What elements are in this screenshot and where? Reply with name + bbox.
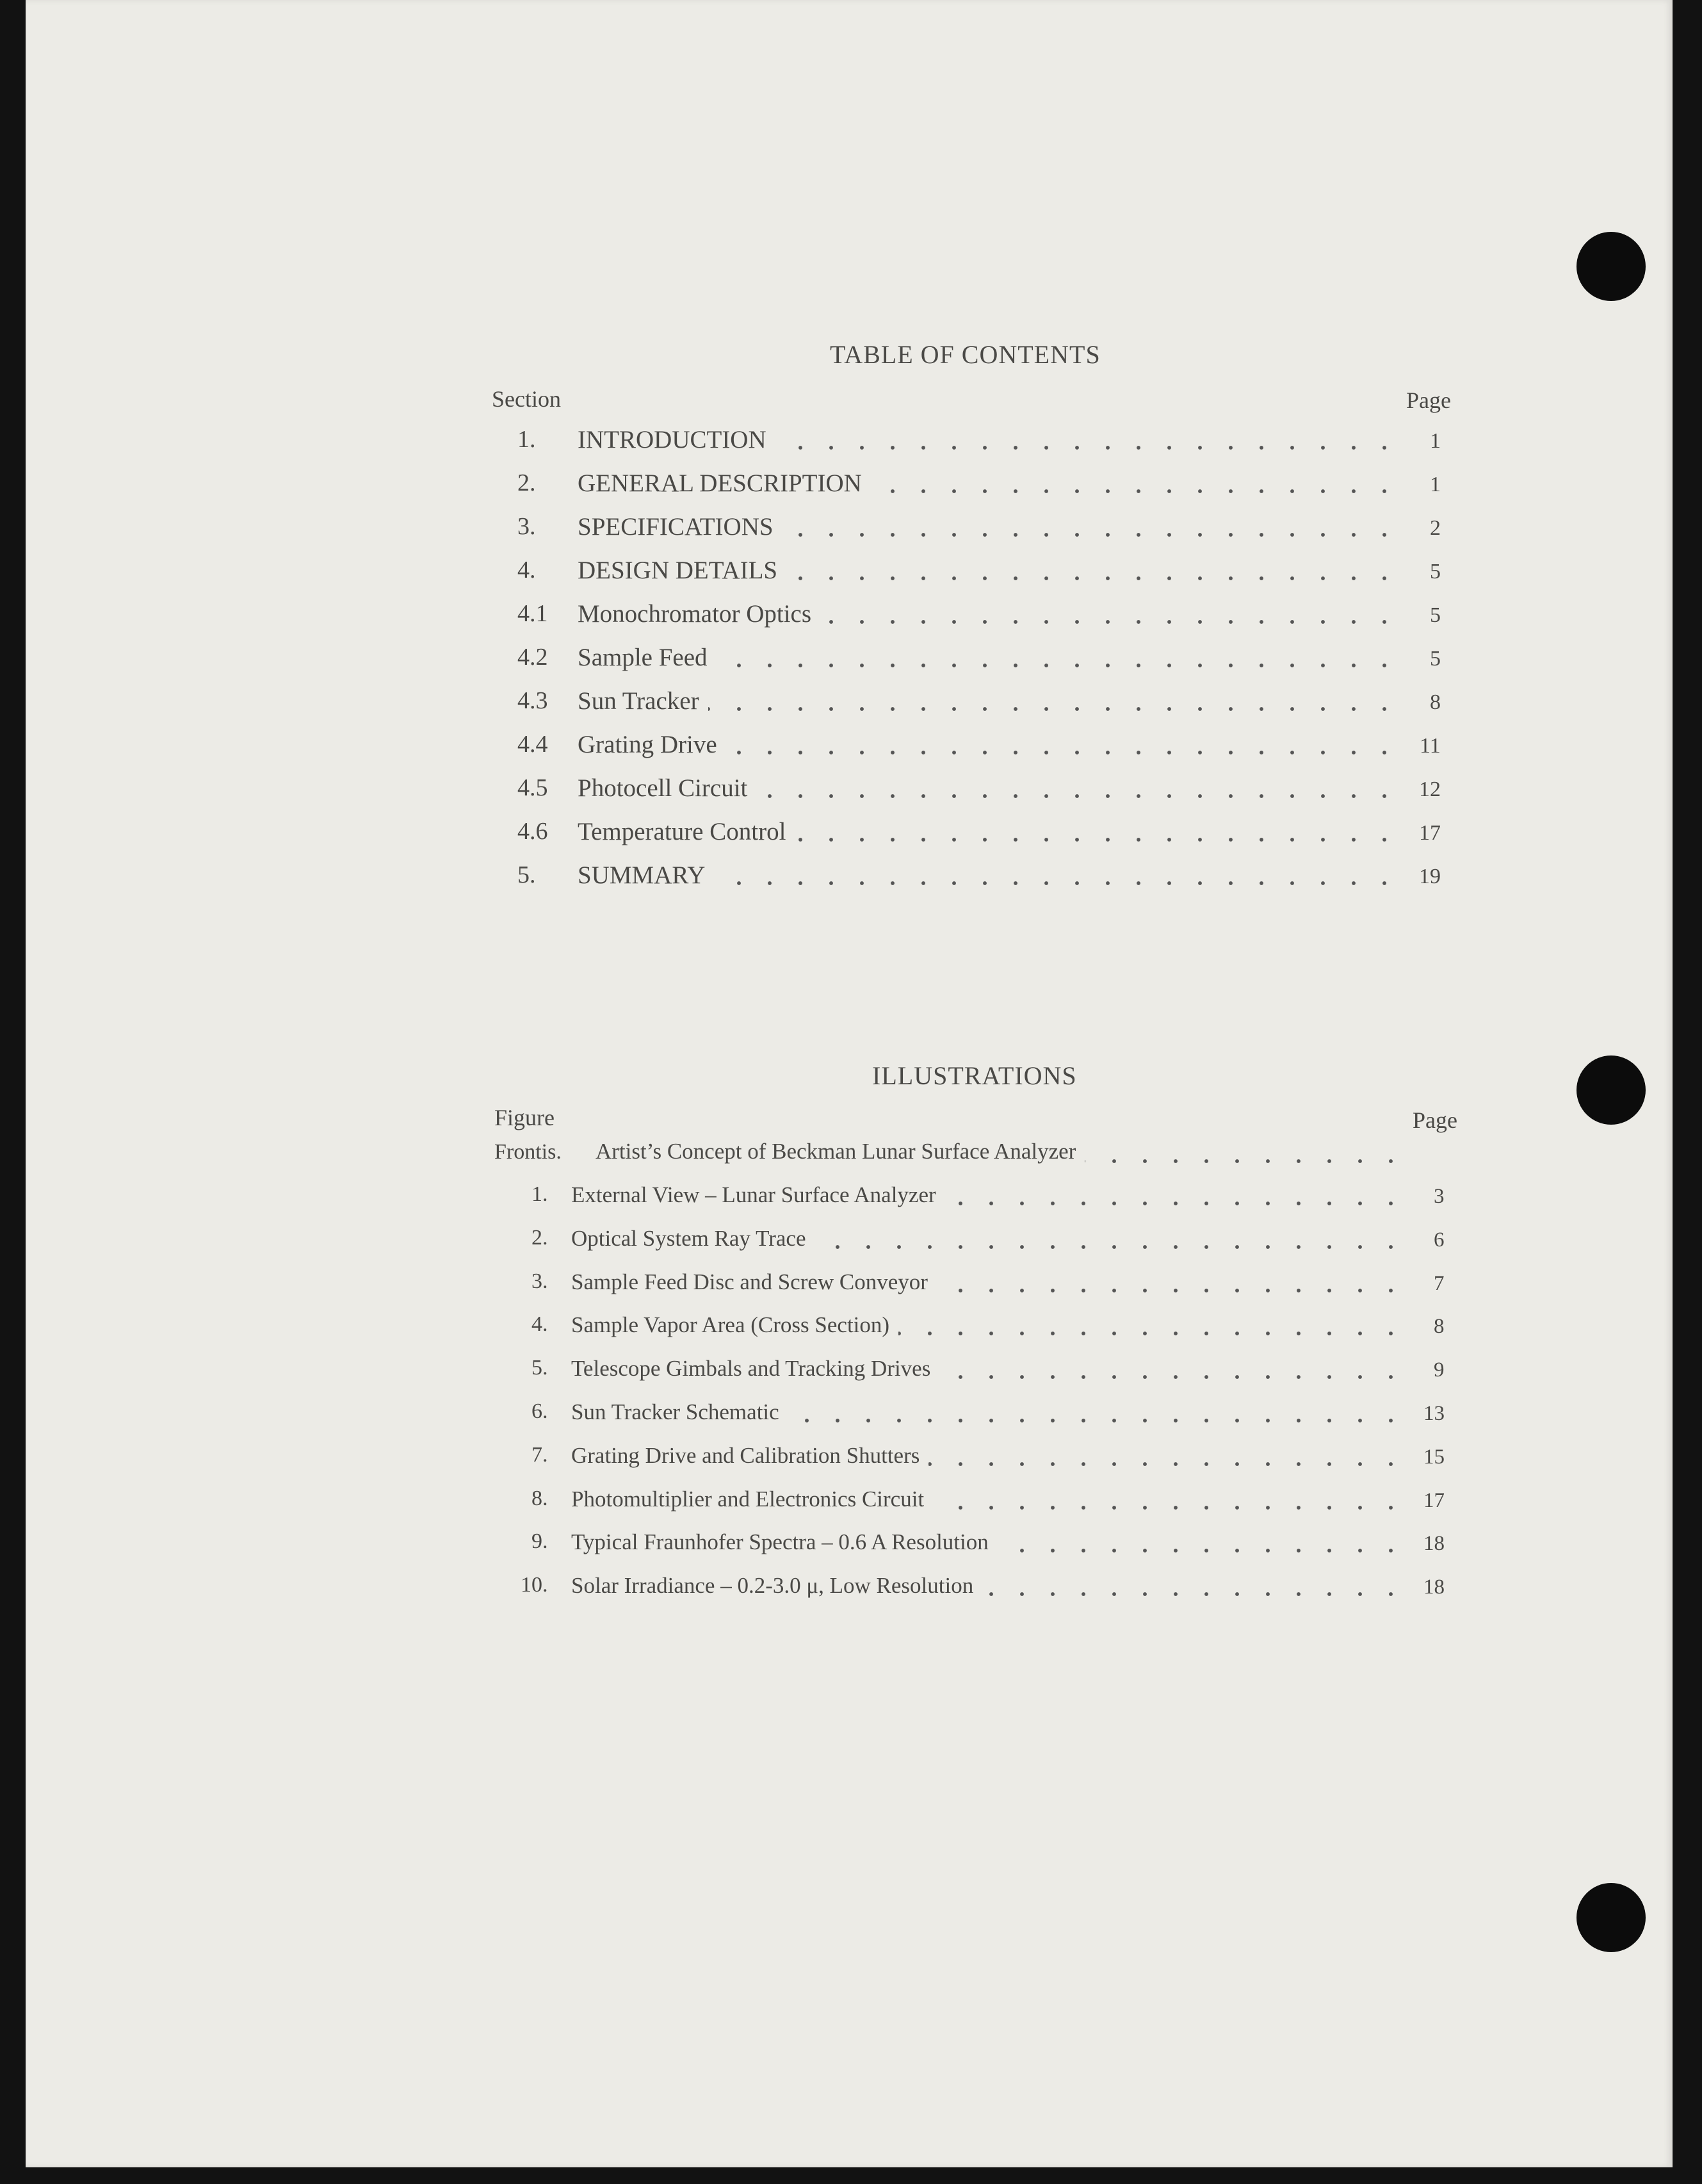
toc-entry-title: Temperature Control [578,818,786,845]
figure-leader-dots [788,1419,1406,1422]
figure-title: Sample Vapor Area (Cross Section) [571,1312,890,1337]
toc-entry-page: 11 [1420,734,1441,758]
toc-entry-number: 4.5 [517,774,548,801]
figure-number: 4. [531,1312,548,1336]
figure-page: 9 [1434,1358,1445,1381]
figure-page: 18 [1423,1576,1445,1599]
toc-leader-dots [714,881,1400,885]
toc-leader-dots [775,446,1400,450]
toc-entry-page: 2 [1430,516,1441,540]
toc-entry-page: 5 [1430,603,1441,627]
frontis-leader-dots [1085,1159,1406,1163]
figure-number: 1. [531,1182,548,1206]
toc-entry-number: 4.4 [517,731,548,758]
toc-title: TABLE OF CONTENTS [830,340,1101,369]
toc-entry-title: INTRODUCTION [578,426,766,453]
toc-leader-dots [871,489,1400,493]
scan-edge [1673,0,1702,2184]
toc-entry-number: 2. [517,469,536,496]
toc-entry-title: Monochromator Optics [578,600,812,628]
toc-entry-page: 1 [1430,473,1441,496]
toc-leader-dots [708,707,1400,711]
toc-entry-title: DESIGN DETAILS [578,557,778,584]
toc-entry-number: 3. [517,513,536,540]
figure-title: Telescope Gimbals and Tracking Drives [571,1356,931,1381]
figure-number: 6. [531,1399,548,1423]
toc-entry-title: SPECIFICATIONS [578,513,774,541]
toc-entry-page: 5 [1430,647,1441,671]
toc-entry-title: GENERAL DESCRIPTION [578,469,862,497]
toc-entry-page: 12 [1419,778,1441,801]
toc-entry-page: 19 [1419,865,1441,888]
toc-entry-number: 5. [517,861,536,888]
frontis-title: Artist’s Concept of Beckman Lunar Surface Analyzer [596,1139,1076,1164]
illustrations-figure-label: Figure [494,1105,555,1130]
figure-page: 8 [1434,1315,1445,1338]
toc-entry-number: 4. [517,557,536,583]
figure-title: Sun Tracker Schematic [571,1399,779,1424]
toc-entry-title: SUMMARY [578,861,706,889]
frontis-number: Frontis. [494,1140,562,1164]
binder-hole-middle [1576,1055,1646,1125]
figure-title: Typical Fraunhofer Spectra – 0.6 A Resolution [571,1529,989,1554]
figure-number: 7. [531,1443,548,1467]
toc-entry-page: 5 [1430,560,1441,583]
figure-leader-dots [998,1549,1406,1552]
figure-number: 3. [531,1269,548,1293]
toc-entry-page: 1 [1430,429,1441,453]
toc-entry-page: 17 [1419,821,1441,845]
toc-entry-number: 1. [517,426,536,453]
figure-number: 10. [521,1573,548,1597]
toc-entry-number: 4.3 [517,687,548,714]
figure-number: 8. [531,1487,548,1510]
figure-title: Grating Drive and Calibration Shutters [571,1443,920,1468]
figure-number: 5. [531,1356,548,1380]
toc-leader-dots [786,576,1400,580]
figure-number: 9. [531,1529,548,1553]
figure-leader-dots [933,1506,1406,1510]
figure-page: 18 [1423,1532,1445,1555]
toc-entry-title: Sun Tracker [578,687,699,715]
binder-hole-bottom [1576,1883,1646,1952]
toc-entry-title: Sample Feed [578,644,708,671]
figure-title: Solar Irradiance – 0.2-3.0 μ, Low Resolution [571,1573,974,1598]
document-page [26,0,1673,2167]
figure-title: Sample Feed Disc and Screw Conveyor [571,1269,928,1294]
figure-page: 6 [1434,1228,1445,1251]
illustrations-title: ILLUSTRATIONS [872,1061,1077,1090]
figure-title: Optical System Ray Trace [571,1226,806,1251]
figure-leader-dots [939,1375,1406,1379]
toc-entry-title: Grating Drive [578,731,717,758]
toc-leader-dots [756,794,1400,798]
toc-leader-dots [820,620,1400,624]
figure-page: 15 [1423,1446,1445,1469]
figure-page: 17 [1423,1489,1445,1512]
toc-entry-number: 4.1 [517,600,548,627]
figure-leader-dots [982,1592,1406,1596]
figure-leader-dots [898,1332,1406,1335]
toc-entry-number: 4.2 [517,644,548,671]
figure-page: 7 [1434,1272,1445,1295]
figure-title: Photomultiplier and Electronics Circuit [571,1487,925,1512]
toc-entry-page: 8 [1430,690,1441,714]
figure-number: 2. [531,1226,548,1250]
toc-leader-dots [726,751,1400,754]
figure-leader-dots [815,1245,1406,1249]
toc-page-label: Page [1406,387,1451,413]
figure-leader-dots [937,1289,1406,1292]
toc-leader-dots [717,664,1400,667]
figure-leader-dots [945,1202,1406,1205]
figure-leader-dots [928,1462,1406,1466]
toc-section-label: Section [492,386,561,412]
figure-page: 3 [1434,1185,1445,1208]
toc-leader-dots [795,838,1400,842]
toc-entry-number: 4.6 [517,818,548,845]
figure-title: External View – Lunar Surface Analyzer [571,1182,936,1207]
toc-entry-title: Photocell Circuit [578,774,748,802]
toc-leader-dots [782,533,1400,537]
illustrations-page-label: Page [1413,1107,1457,1133]
figure-page: 13 [1423,1402,1445,1425]
binder-hole-top [1576,232,1646,301]
